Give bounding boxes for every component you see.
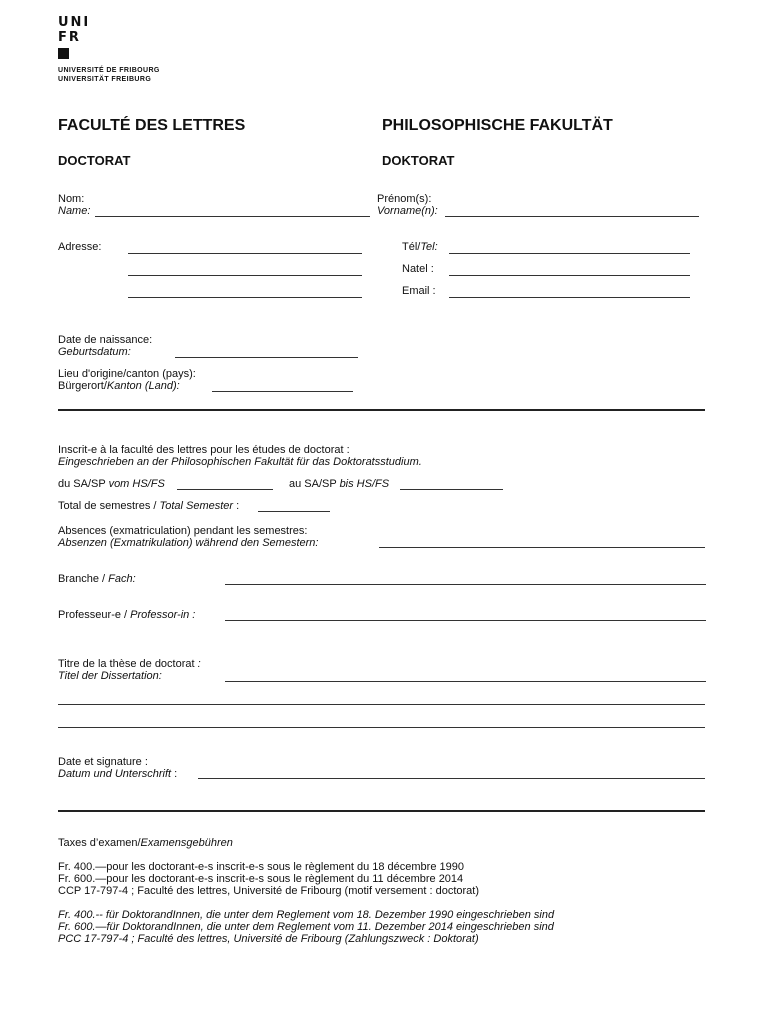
doctorat-title-de: DOKTORAT — [382, 153, 455, 168]
tel-field[interactable] — [449, 253, 690, 254]
birthdate-field[interactable] — [175, 357, 358, 358]
email-label: Email : — [402, 285, 436, 297]
fees-title-fr: Taxes d’examen/ — [58, 837, 141, 849]
origin-label-de-b: Kanton (Land): — [106, 380, 180, 392]
fee-fr-line-3: CCP 17-797-4 ; Faculté des lettres, Université de Fribourg (motif versement : doctorat) — [58, 885, 480, 897]
signature-label-de — [58, 768, 177, 781]
origin-field[interactable] — [212, 391, 353, 392]
branche-label-fr: Branche / — [58, 573, 106, 585]
total-label — [58, 500, 239, 513]
natel-field[interactable] — [449, 275, 690, 276]
inscrit-label-fr: Inscrit-e à la faculté des lettres pour les études de doctorat : — [58, 444, 350, 456]
origin-label-de-a: Bürgerort/ — [58, 380, 107, 392]
fees-title-de: Examensgebühren — [140, 837, 233, 849]
origin-label-fr: Lieu d'origine/canton (pays): — [58, 368, 196, 380]
tel-label-fr: Tél/ — [402, 241, 421, 253]
total-semesters-field[interactable] — [258, 511, 330, 512]
fee-de-line-2: Fr. 600.—für DoktorandInnen, die unter dem Reglement vom 11. Dezember 2014 eingeschrieben sind — [58, 921, 554, 933]
total-label-fr: Total de semestres / — [58, 500, 157, 512]
fee-fr-line-1: Fr. 400.—pour les doctorant-e-s inscrit-e-s sous le règlement du 18 décembre 1990 — [58, 861, 464, 873]
signature-label-colon: : — [174, 768, 178, 780]
fee-de-line-1: Fr. 400.-- für DoktorandInnen, die unter dem Reglement vom 18. Dezember 1990 eingeschrieben sind — [58, 909, 555, 921]
natel-label: Natel : — [402, 263, 434, 275]
total-label-colon: : — [236, 500, 240, 512]
thesis-title-field-3[interactable] — [58, 727, 705, 728]
branche-label — [58, 573, 136, 586]
prenom-label: Prénom(s): — [377, 193, 432, 205]
address-field-3[interactable] — [128, 297, 362, 298]
university-name-de: UNIVERSITÄT FREIBURG — [58, 76, 152, 83]
branche-field[interactable] — [225, 584, 706, 585]
faculty-title-fr: FACULTÉ DES LETTRES — [58, 117, 246, 134]
signature-field[interactable] — [198, 778, 705, 779]
du-label-de: vom HS/FS — [108, 478, 165, 490]
du-label — [58, 478, 165, 491]
du-label-fr: du SA/SP — [58, 478, 106, 490]
semester-to-field[interactable] — [400, 489, 503, 490]
au-label-fr: au SA/SP — [289, 478, 337, 490]
birth-label-de: Geburtsdatum: — [58, 346, 131, 358]
university-name-fr: UNIVERSITÉ DE FRIBOURG — [58, 67, 160, 74]
absences-label-de: Absenzen (Exmatrikulation) während den Semestern: — [58, 537, 319, 549]
total-label-de: Total Semester — [159, 500, 234, 512]
au-label — [289, 478, 389, 491]
birth-label-fr: Date de naissance: — [58, 334, 153, 346]
origin-label-de — [58, 380, 180, 393]
section-divider-1 — [58, 409, 705, 411]
professor-field[interactable] — [225, 620, 706, 621]
titre-label-fr-colon: : — [197, 658, 201, 670]
faculty-title-de: PHILOSOPHISCHE FAKULTÄT — [382, 117, 613, 134]
professor-label — [58, 609, 195, 622]
inscrit-label-de: Eingeschrieben an der Philosophischen Fakultät für das Doktoratsstudium. — [58, 456, 422, 468]
thesis-title-field-1[interactable] — [225, 681, 706, 682]
titre-label-de: Titel der Dissertation: — [58, 670, 162, 682]
fee-fr-line-2: Fr. 600.—pour les doctorant-e-s inscrit-e-s sous le règlement du 11 décembre 2014 — [58, 873, 464, 885]
au-label-de: bis HS/FS — [339, 478, 390, 490]
tel-label-de: Tel: — [420, 241, 438, 253]
name-field[interactable] — [95, 216, 370, 217]
vorname-field[interactable] — [445, 216, 699, 217]
logo-fr: FR — [58, 30, 81, 45]
thesis-title-field-2[interactable] — [58, 704, 705, 705]
signature-label-fr: Date et signature : — [58, 756, 148, 768]
logo-uni: UNI — [58, 15, 91, 30]
professor-label-de: Professor-in : — [130, 609, 196, 621]
fees-title — [58, 837, 233, 850]
semester-from-field[interactable] — [177, 489, 273, 490]
professor-label-fr: Professeur-e / — [58, 609, 128, 621]
branche-label-de: Fach: — [108, 573, 136, 585]
tel-label — [402, 241, 438, 254]
nom-label: Nom: — [58, 193, 85, 205]
absences-label-fr: Absences (exmatriculation) pendant les semestres: — [58, 525, 308, 537]
logo-square-icon — [58, 48, 69, 59]
address-field-2[interactable] — [128, 275, 362, 276]
email-field[interactable] — [449, 297, 690, 298]
vorname-label: Vorname(n): — [377, 205, 438, 217]
titre-label-fr-text: Titre de la thèse de doctorat — [58, 658, 195, 670]
doctorat-title-fr: DOCTORAT — [58, 153, 131, 168]
absences-field[interactable] — [379, 547, 705, 548]
adresse-label: Adresse: — [58, 241, 102, 253]
fee-de-line-3: PCC 17-797-4 ; Faculté des lettres, Université de Fribourg (Zahlungszweck : Doktorat) — [58, 933, 479, 945]
address-field-1[interactable] — [128, 253, 362, 254]
signature-label-de-text: Datum und Unterschrift — [58, 768, 172, 780]
name-label: Name: — [58, 205, 91, 217]
section-divider-2 — [58, 810, 705, 812]
